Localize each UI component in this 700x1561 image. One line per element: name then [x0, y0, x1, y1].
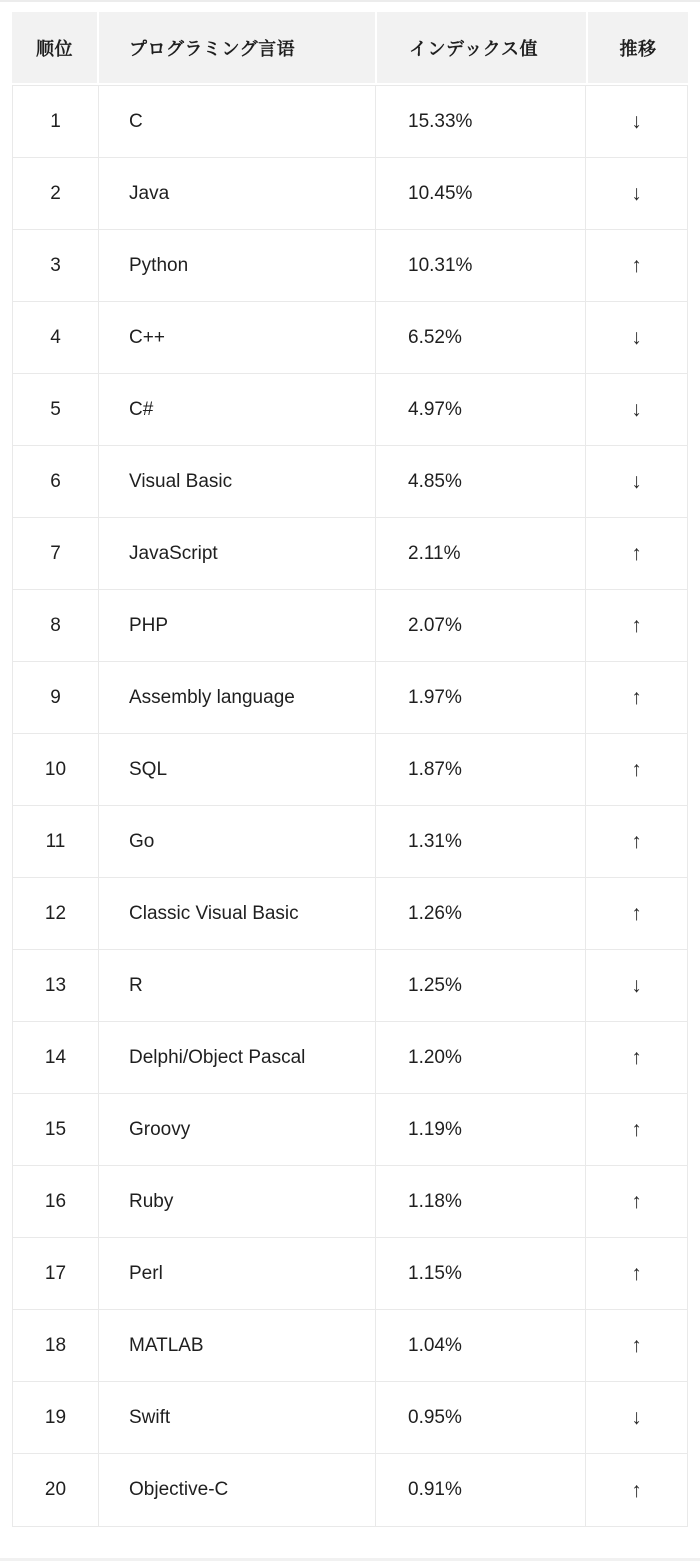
trend-down-icon: ↓: [631, 398, 642, 421]
page-top-divider: [0, 0, 700, 2]
trend-up-icon: ↑: [631, 686, 642, 709]
rank-cell: 3: [13, 230, 99, 301]
trend-cell: [586, 86, 687, 157]
table-header-trend: 推移: [588, 12, 688, 83]
index-cell: 1.26%: [376, 878, 586, 949]
trend-cell: [586, 374, 687, 445]
rank-cell: 10: [13, 734, 99, 805]
table-row: [13, 950, 687, 1022]
rank-cell: 14: [13, 1022, 99, 1093]
trend-up-icon: ↑: [631, 758, 642, 781]
index-cell: 0.91%: [376, 1454, 586, 1526]
trend-up-icon: ↑: [631, 1190, 642, 1213]
index-cell: 10.45%: [376, 158, 586, 229]
trend-cell: [586, 1310, 687, 1381]
table-body: [12, 85, 688, 1527]
rank-cell: 11: [13, 806, 99, 877]
trend-up-icon: ↑: [631, 902, 642, 925]
table-row: [13, 518, 687, 590]
table-header-row: [12, 12, 688, 83]
trend-cell: [586, 1382, 687, 1453]
table-row: [13, 662, 687, 734]
rank-cell: 2: [13, 158, 99, 229]
index-cell: 1.87%: [376, 734, 586, 805]
table-row: [13, 1382, 687, 1454]
rank-cell: 5: [13, 374, 99, 445]
language-cell: PHP: [99, 590, 376, 661]
index-cell: 1.97%: [376, 662, 586, 733]
index-cell: 1.31%: [376, 806, 586, 877]
rank-cell: 7: [13, 518, 99, 589]
trend-cell: [586, 662, 687, 733]
trend-cell: [586, 878, 687, 949]
language-cell: Objective-C: [99, 1454, 376, 1526]
language-cell: Python: [99, 230, 376, 301]
trend-cell: [586, 230, 687, 301]
trend-up-icon: ↑: [631, 1478, 642, 1502]
language-cell: C: [99, 86, 376, 157]
language-cell: MATLAB: [99, 1310, 376, 1381]
language-cell: C#: [99, 374, 376, 445]
trend-up-icon: ↑: [631, 830, 642, 853]
language-cell: Ruby: [99, 1166, 376, 1237]
trend-down-icon: ↓: [631, 974, 642, 997]
trend-up-icon: ↑: [631, 542, 642, 565]
ranking-table: [12, 12, 688, 1527]
table-row: [13, 590, 687, 662]
index-cell: 1.15%: [376, 1238, 586, 1309]
table-header-rank: 顺位: [12, 12, 97, 83]
index-cell: 1.18%: [376, 1166, 586, 1237]
trend-cell: [586, 518, 687, 589]
rank-cell: 15: [13, 1094, 99, 1165]
table-row: [13, 446, 687, 518]
rank-cell: 9: [13, 662, 99, 733]
trend-cell: [586, 590, 687, 661]
language-cell: Assembly language: [99, 662, 376, 733]
trend-cell: [586, 1022, 687, 1093]
language-cell: Delphi/Object Pascal: [99, 1022, 376, 1093]
trend-down-icon: ↓: [631, 110, 642, 133]
rank-cell: 19: [13, 1382, 99, 1453]
language-cell: Java: [99, 158, 376, 229]
language-cell: Go: [99, 806, 376, 877]
index-cell: 2.11%: [376, 518, 586, 589]
trend-cell: [586, 1094, 687, 1165]
rank-cell: 17: [13, 1238, 99, 1309]
table-row: [13, 806, 687, 878]
language-cell: JavaScript: [99, 518, 376, 589]
trend-cell: [586, 302, 687, 373]
language-cell: Swift: [99, 1382, 376, 1453]
trend-up-icon: ↑: [631, 1262, 642, 1285]
table-row: [13, 374, 687, 446]
index-cell: 2.07%: [376, 590, 586, 661]
table-row: [13, 1094, 687, 1166]
trend-cell: [586, 806, 687, 877]
language-cell: Groovy: [99, 1094, 376, 1165]
table-row: [13, 1022, 687, 1094]
language-cell: SQL: [99, 734, 376, 805]
rank-cell: 8: [13, 590, 99, 661]
trend-down-icon: ↓: [631, 1406, 642, 1429]
table-row: [13, 734, 687, 806]
index-cell: 1.04%: [376, 1310, 586, 1381]
table-row: [13, 230, 687, 302]
table-row: [13, 1310, 687, 1382]
trend-cell: [586, 1238, 687, 1309]
trend-up-icon: ↑: [631, 614, 642, 637]
table-row: [13, 1454, 687, 1526]
trend-down-icon: ↓: [631, 182, 642, 205]
trend-cell: [586, 734, 687, 805]
index-cell: 10.31%: [376, 230, 586, 301]
rank-cell: 12: [13, 878, 99, 949]
language-cell: Visual Basic: [99, 446, 376, 517]
trend-cell: [586, 158, 687, 229]
table-row: [13, 1166, 687, 1238]
trend-up-icon: ↑: [631, 1118, 642, 1141]
language-cell: R: [99, 950, 376, 1021]
rank-cell: 4: [13, 302, 99, 373]
table-header-language: プログラミング言语: [99, 12, 375, 83]
language-cell: Classic Visual Basic: [99, 878, 376, 949]
trend-cell: [586, 950, 687, 1021]
trend-up-icon: ↑: [631, 254, 642, 277]
index-cell: 1.20%: [376, 1022, 586, 1093]
trend-cell: [586, 446, 687, 517]
table-row: [13, 878, 687, 950]
table-header-index: インデックス值: [377, 12, 586, 83]
rank-cell: 1: [13, 86, 99, 157]
trend-up-icon: ↑: [631, 1046, 642, 1069]
table-row: [13, 158, 687, 230]
trend-cell: [586, 1166, 687, 1237]
index-cell: 1.25%: [376, 950, 586, 1021]
table-row: [13, 86, 687, 158]
table-row: [13, 1238, 687, 1310]
trend-down-icon: ↓: [631, 470, 642, 493]
index-cell: 0.95%: [376, 1382, 586, 1453]
rank-cell: 13: [13, 950, 99, 1021]
trend-cell: [586, 1454, 687, 1526]
language-cell: C++: [99, 302, 376, 373]
rank-cell: 20: [13, 1454, 99, 1526]
index-cell: 4.97%: [376, 374, 586, 445]
index-cell: 1.19%: [376, 1094, 586, 1165]
rank-cell: 18: [13, 1310, 99, 1381]
rank-cell: 6: [13, 446, 99, 517]
index-cell: 15.33%: [376, 86, 586, 157]
index-cell: 4.85%: [376, 446, 586, 517]
rank-cell: 16: [13, 1166, 99, 1237]
index-cell: 6.52%: [376, 302, 586, 373]
trend-up-icon: ↑: [631, 1334, 642, 1357]
language-cell: Perl: [99, 1238, 376, 1309]
table-row: [13, 302, 687, 374]
trend-down-icon: ↓: [631, 326, 642, 349]
